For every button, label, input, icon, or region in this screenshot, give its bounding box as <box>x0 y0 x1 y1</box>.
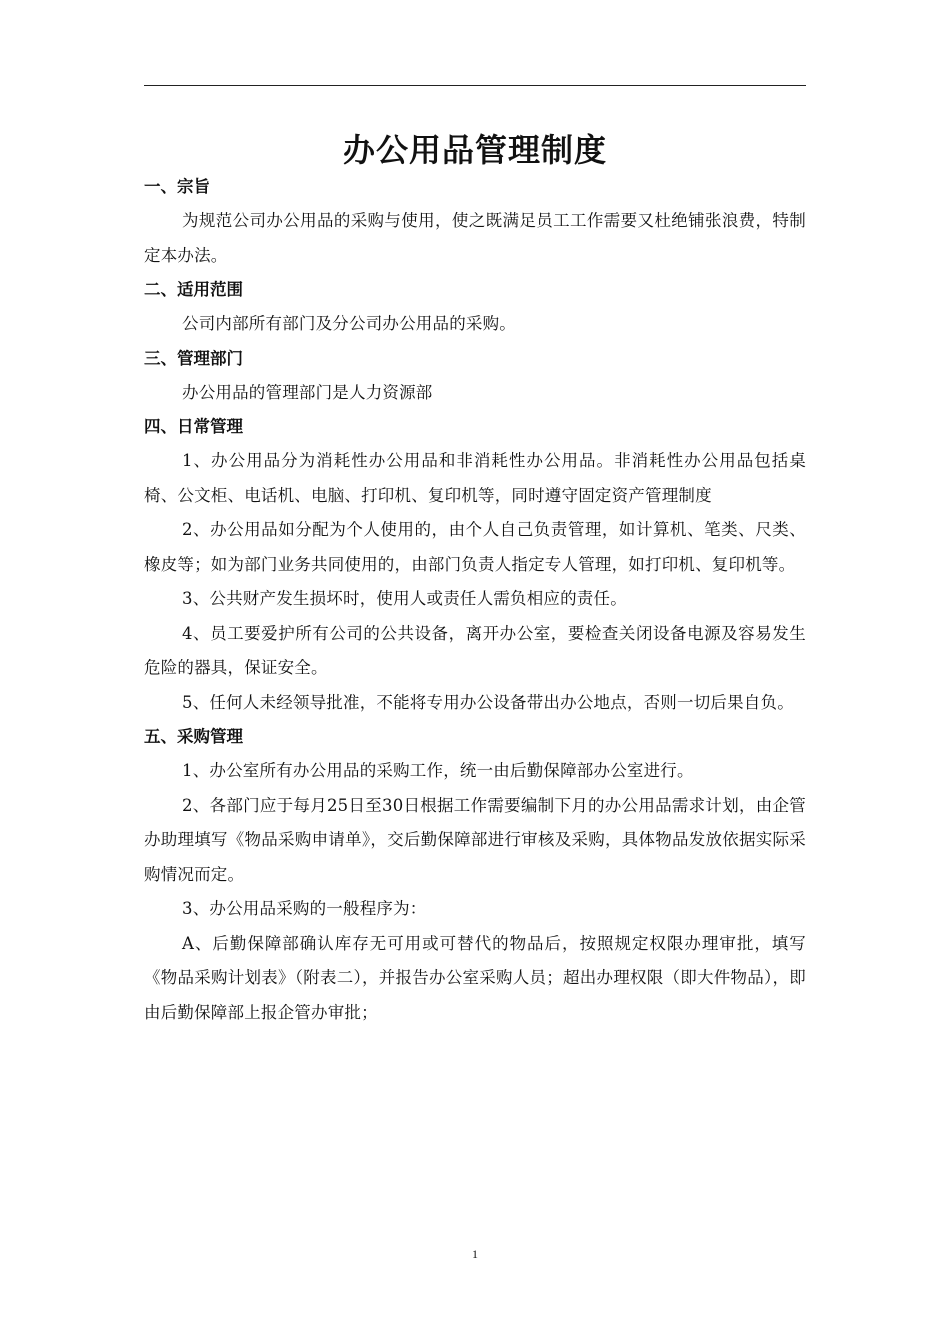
section-heading-procurement: 五、采购管理 <box>144 727 243 746</box>
section-paragraph: A、后勤保障部确认库存无可用或可替代的物品后，按照规定权限办理审批，填写《物品采购计划表》（附表二），并报告办公室采购人员；超出办理权限（即大件物品），即由后勤保障部上报企管办审批； <box>144 933 806 1022</box>
section-paragraph: 1、办公室所有办公用品的采购工作，统一由后勤保障部办公室进行。 <box>182 761 694 780</box>
section-paragraph: 5、任何人未经领导批准，不能将专用办公设备带出办公地点，否则一切后果自负。 <box>182 692 794 712</box>
document-title: 办公用品管理制度 <box>342 131 607 169</box>
section-heading-daily-management: 四、日常管理 <box>144 417 243 436</box>
section-paragraph: 为规范公司办公用品的采购与使用，使之既满足员工工作需要又杜绝铺张浪费，特制定本办法。 <box>144 211 806 265</box>
document-body <box>144 170 806 1030</box>
section-paragraph: 1、办公用品分为消耗性办公用品和非消耗性办公用品。非消耗性办公用品包括桌椅、公文柜、电话机、电脑、打印机、复印机等，同时遵守固定资产管理制度 <box>144 451 806 505</box>
section-paragraph: 2、办公用品如分配为个人使用的，由个人自己负责管理，如计算机、笔类、尺类、橡皮等；如为部门业务共同使用的，由部门负责人指定专人管理，如打印机、复印机等。 <box>144 520 806 574</box>
section-paragraph: 办公用品的管理部门是人力资源部 <box>182 382 433 402</box>
section-heading-purpose: 一、宗旨 <box>144 177 210 196</box>
section-paragraph: 4、员工要爱护所有公司的公共设备，离开办公室，要检查关闭设备电源及容易发生危险的器具，保证安全。 <box>144 623 806 677</box>
section-paragraph: 3、办公用品采购的一般程序为： <box>182 899 427 918</box>
section-paragraph: 公司内部所有部门及分公司办公用品的采购。 <box>182 314 516 333</box>
page-number: 1 <box>472 1247 478 1261</box>
section-paragraph: 2、各部门应于每月25日至30日根据工作需要编制下月的办公用品需求计划，由企管办助理填写《物品采购申请单》，交后勤保障部进行审核及采购，具体物品发放依据实际采购情况而定。 <box>144 795 806 884</box>
section-heading-scope: 二、适用范围 <box>144 280 243 299</box>
header-rule <box>144 85 806 86</box>
section-paragraph: 3、公共财产发生损坏时，使用人或责任人需负相应的责任。 <box>182 589 627 608</box>
section-heading-department: 三、管理部门 <box>144 348 243 368</box>
